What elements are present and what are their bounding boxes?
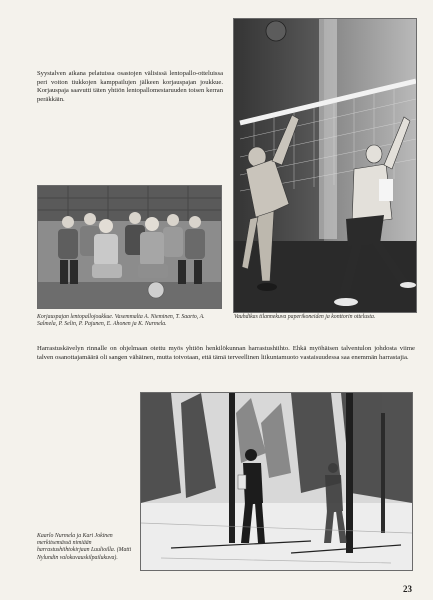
team-photo — [37, 185, 222, 309]
game-photo-caption: Vauhdikas tilannekuva paperikoneiden ja konttorin ottelusta. — [234, 314, 376, 320]
intro-paragraph: Syystalven aikana pelatuissa osastojen välisissä lentopallo-otteluissa peri voiton tiukkojen kamppailujen jälkeen korjauspajan joukkue. Korjauspaja saavutti täten yhtiön lentopallomestaruuden toisen kerran peräkkäin. — [37, 70, 223, 103]
body-paragraph: Harrastuskävelyn rinnalle on ohjelmaan otettu myös yhtiön henkilökunnan harrastushiihto. Ehkä myöhäisen talventulon johdosta viime talven osanottajamäärä oli sangen vähäinen, mutta toivotaan, että tämä terveellinen liikuntamuoto vastaisuudessa saa enemmän harrastajia. — [37, 345, 415, 361]
ski-scene-photo-icon — [141, 393, 412, 570]
team-photo-icon — [38, 186, 221, 308]
team-photo-caption: Korjauspajan lentopallojoukkue. Vasemmalta A. Nieminen, T. Saarto, A. Salmela, P. Selin, P. Pajunen, E. Ahonen ja K. Nurmela. — [37, 314, 205, 328]
page-number: 23 — [403, 584, 412, 594]
volleyball-game-photo-icon — [234, 19, 416, 312]
volleyball-game-photo — [233, 18, 417, 313]
ski-photo — [140, 392, 413, 571]
ski-photo-caption: Kaarlo Nurmela ja Kari Jokinen merkitsemässä nimiään harrastushiihtokirjaan Luulioilla. (Matti Nylundin valokuvauskilpailukuva). — [37, 533, 132, 561]
